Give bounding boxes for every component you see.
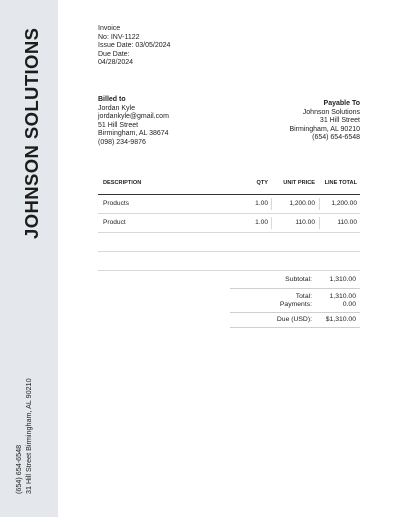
due-label: Due (USD): <box>276 316 312 323</box>
payable-to-phone: (654) 654-6548 <box>312 134 360 142</box>
header-qty: QTY <box>256 180 268 186</box>
sidebar-phone: (654) 654-6548 <box>14 444 23 494</box>
subtotal-value: 1,310.00 <box>329 276 356 283</box>
total-line <box>230 293 360 301</box>
row-qty: 1.00 <box>255 219 268 226</box>
company-name-wrapper <box>20 24 44 239</box>
subtotal-line <box>230 276 360 286</box>
due-value: $1,310.00 <box>325 316 356 323</box>
invoice-number: No: INV-1122 <box>98 33 140 41</box>
divider <box>230 312 360 313</box>
table-row <box>98 195 360 214</box>
invoice-due-date: 04/28/2024 <box>98 59 134 67</box>
header-unit-price: UNIT PRICE <box>283 180 315 186</box>
payments-line <box>230 301 360 312</box>
line-items-table <box>98 172 360 271</box>
billed-to-city: Birmingham, AL 38674 <box>98 130 169 138</box>
invoice-title: Invoice <box>98 25 121 32</box>
header-line-total: LINE TOTAL <box>324 180 357 186</box>
table-row-empty <box>98 252 360 271</box>
billed-to-street: 51 Hill Street <box>98 121 139 129</box>
due-line <box>230 316 360 326</box>
billed-to-label: Billed to <box>98 96 126 103</box>
payable-to-block <box>289 100 360 143</box>
table-row <box>98 214 360 233</box>
subtotal-label: Subtotal: <box>285 276 312 283</box>
column-divider <box>271 198 272 210</box>
billed-to-name: Jordan Kyle <box>98 104 135 112</box>
divider <box>230 288 360 289</box>
row-line-total: 1,200.00 <box>331 200 357 207</box>
billed-to-email: jordankyle@gmail.com <box>98 113 169 121</box>
row-description: Product <box>103 219 126 226</box>
billed-to-block <box>98 96 169 148</box>
row-unit-price: 1,200.00 <box>289 200 315 207</box>
payable-to-name: Johnson Solutions <box>302 108 360 116</box>
totals-block <box>230 276 360 328</box>
payable-to-street: 31 Hill Street <box>319 117 360 125</box>
header-description: DESCRIPTION <box>103 180 142 186</box>
row-line-total: 110.00 <box>337 219 357 226</box>
divider <box>230 327 360 328</box>
row-unit-price: 110.00 <box>295 219 315 226</box>
invoice-due-date-label: Due Date: <box>98 50 130 58</box>
table-header <box>98 172 360 195</box>
payments-value: 0.00 <box>342 301 356 308</box>
invoice-header <box>98 25 170 68</box>
payable-to-label: Payable To <box>323 100 360 107</box>
billed-to-phone: (098) 234-9876 <box>98 138 146 146</box>
column-divider <box>319 217 320 229</box>
company-name: JOHNSON SOLUTIONS <box>21 27 42 239</box>
column-divider <box>271 217 272 229</box>
sidebar-address: 31 Hill Street Birmingham, AL 90210 <box>23 378 33 494</box>
sidebar <box>0 0 58 517</box>
payable-to-city: Birmingham, AL 90210 <box>289 125 360 133</box>
table-row-empty <box>98 233 360 252</box>
row-description: Products <box>103 200 130 207</box>
sidebar-contact-wrapper <box>14 380 42 494</box>
sidebar-contact <box>14 380 42 494</box>
total-label: Total: <box>295 293 312 300</box>
column-divider <box>319 198 320 210</box>
payments-label: Payments: <box>279 301 312 308</box>
row-qty: 1.00 <box>255 200 268 207</box>
total-value: 1,310.00 <box>329 293 356 300</box>
invoice-issue-date: Issue Date: 03/05/2024 <box>98 42 171 50</box>
